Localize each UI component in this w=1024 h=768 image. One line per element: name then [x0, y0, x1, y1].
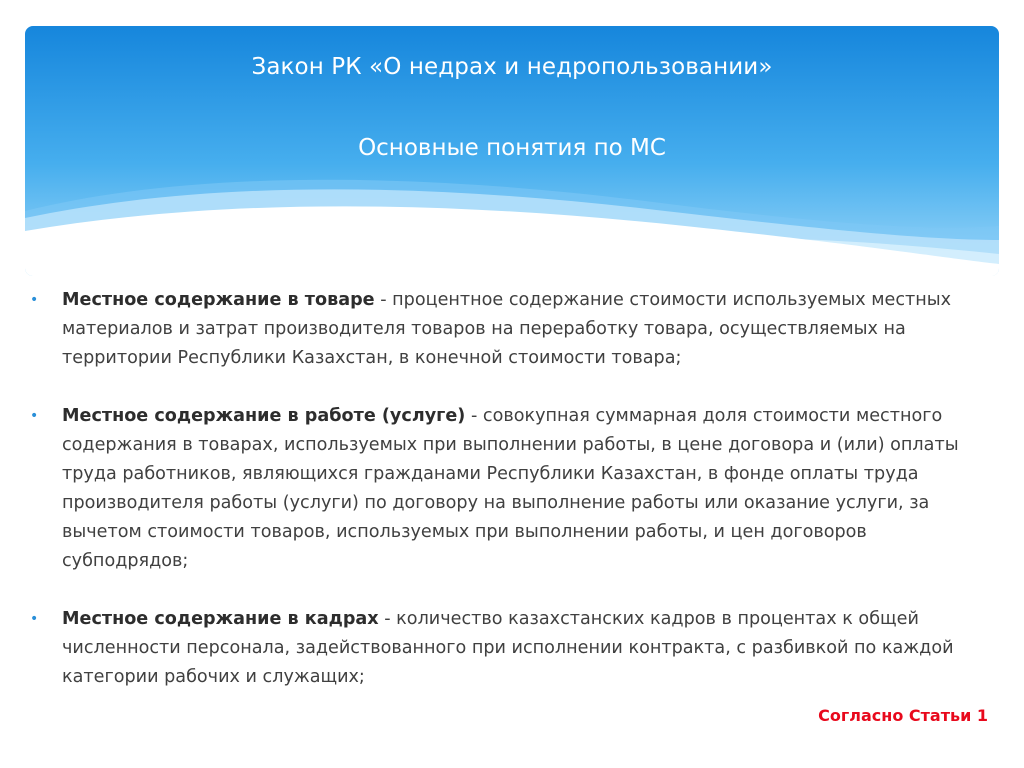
list-item [30, 286, 980, 373]
definitions-list [30, 286, 980, 721]
definition-term: Местное содержание в товаре [62, 290, 375, 310]
definition-text: - совокупная суммарная доля стоимости местного содержания в товарах, используемых при выполнении работы, в цене договора и (или) оплаты труда работников, являющихся гражданами Республики Казахстан, в фонде оплаты труда производителя работы (услуги) по договору на выполнение работы или оказание услуги, за вычетом стоимости товаров, используемых при выполнении работы, и цен договоров субподрядов; [62, 406, 959, 571]
definition-text: - количество казахстанских кадров в процентах к общей численности персонала, задействованного при исполнении контракта, с разбивкой по каждой категории рабочих и служащих; [62, 609, 954, 687]
list-item [30, 402, 980, 576]
definition-term: Местное содержание в кадрах [62, 609, 379, 629]
bullet-marker: • [30, 292, 39, 308]
definition-term: Местное содержание в работе (услуге) [62, 406, 466, 426]
definition-text: - процентное содержание стоимости используемых местных материалов и затрат производителя товаров на переработку товара, осуществляемых на территории Республики Казахстан, в конечной стоимости товара; [62, 290, 952, 368]
bullet-marker: • [30, 408, 39, 424]
bullet-marker: • [30, 611, 39, 627]
list-item [30, 605, 980, 692]
slide-title: Закон РК «О недрах и недропользовании» [251, 54, 773, 80]
slide-subtitle: Основные понятия по МС [358, 135, 666, 161]
article-reference-note: Согласно Статьи 1 [818, 706, 988, 725]
